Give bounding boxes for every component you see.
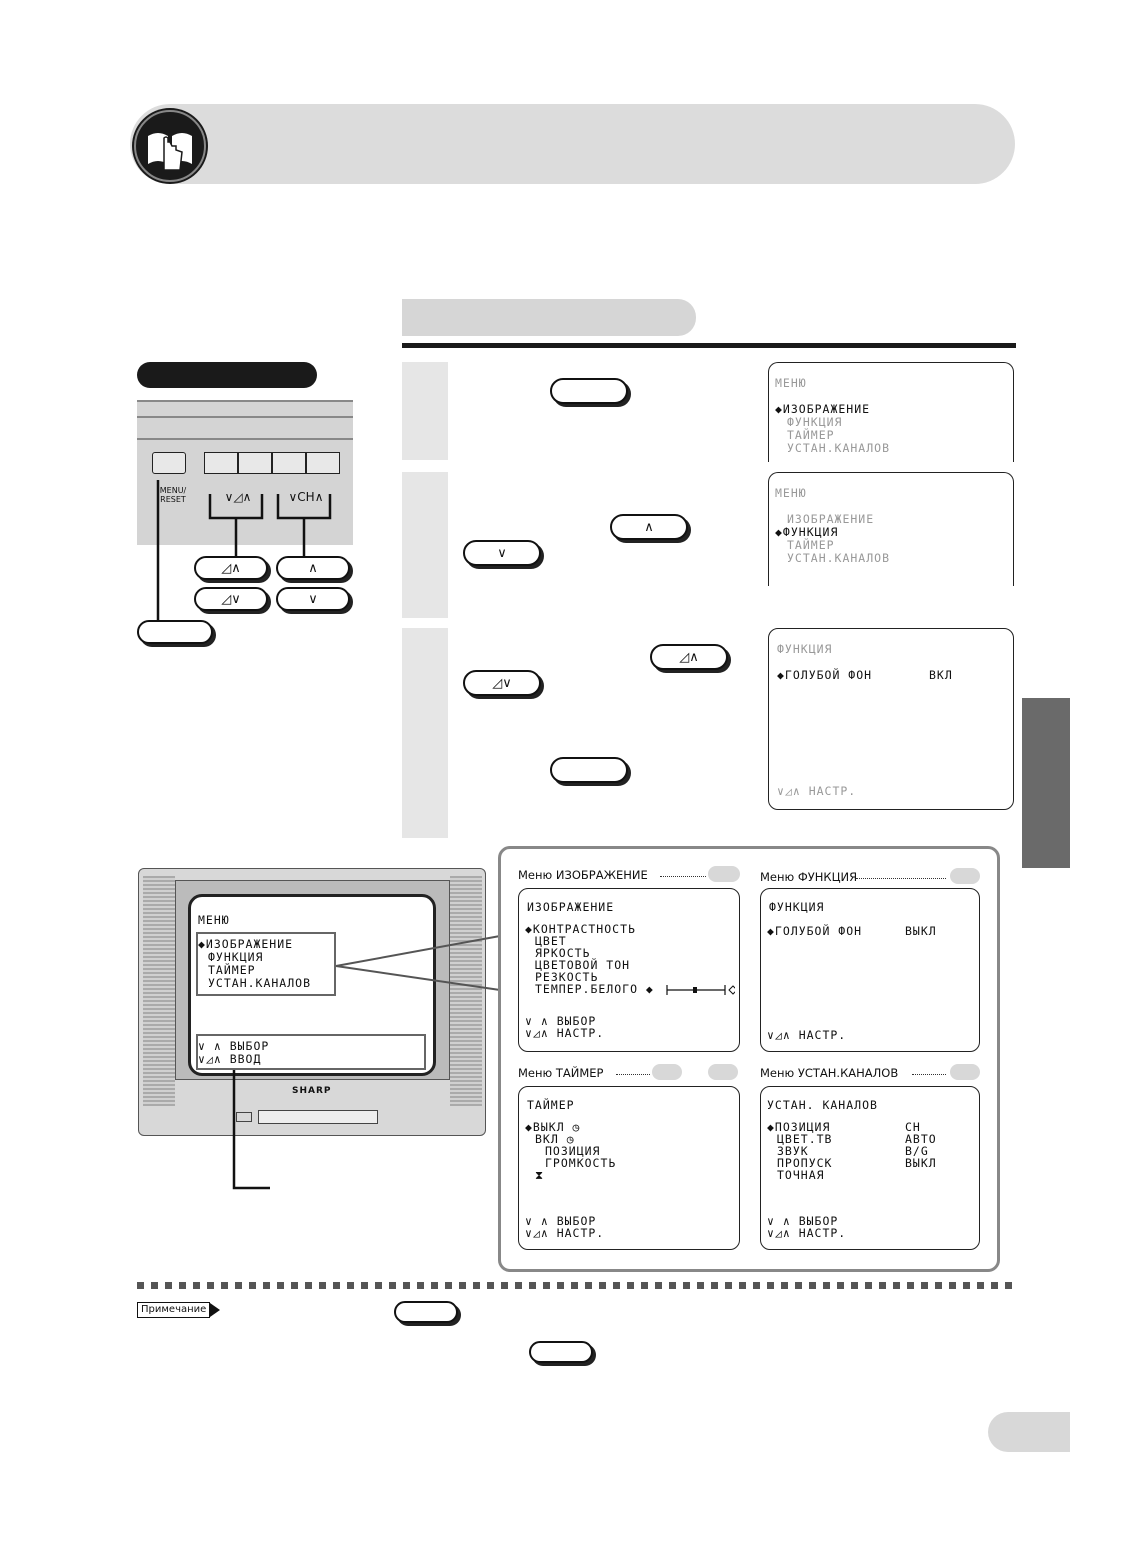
- menu-item: УСТАН.КАНАЛОВ: [787, 441, 891, 455]
- page-number: [1004, 1422, 1054, 1442]
- submenu-value: ВЫКЛ: [905, 1156, 937, 1170]
- menu-item: ИЗОБРАЖЕНИЕ: [787, 512, 875, 526]
- submenu-footer: ∨◿∧ НАСТР.: [767, 1028, 847, 1042]
- step-2-bar: [402, 472, 448, 618]
- submenu-value: АВТО: [905, 1132, 937, 1146]
- submenu-item: ПРОПУСК: [777, 1156, 833, 1170]
- submenu-title: ФУНКЦИЯ: [769, 900, 825, 914]
- submenu-footer: ∨ ∧ ВЫБОР: [525, 1014, 597, 1028]
- channels-submenu-screen: [760, 1086, 980, 1250]
- tv-brand-logo: SHARP: [292, 1086, 332, 1096]
- menu-item: ФУНКЦИЯ: [787, 415, 843, 429]
- timer-caption-dots: [616, 1074, 650, 1075]
- submenu-title: УСТАН. КАНАЛОВ: [767, 1098, 878, 1112]
- picture-caption: Меню ИЗОБРАЖЕНИЕ: [518, 868, 648, 882]
- timer-caption: Меню ТАЙМЕР: [518, 1066, 604, 1080]
- panel-ridge: [137, 438, 353, 440]
- submenu-item: ЦВЕТ: [535, 934, 567, 948]
- tv-menu-item: УСТАН.КАНАЛОВ: [208, 976, 312, 990]
- note-menu-button-icon-2: [529, 1341, 593, 1363]
- menu-pill-icon: [137, 620, 213, 644]
- screen-footer: ∨◿∧ НАСТР.: [777, 784, 857, 798]
- panel-label: [150, 366, 300, 384]
- volume-up-pill-icon: ◿∧: [194, 556, 268, 580]
- channel-label: ∨CH∧: [288, 490, 324, 504]
- menu-reset-label: MENU/ RESET: [159, 486, 187, 504]
- picture-caption-dots: [660, 876, 706, 877]
- menu-item: ТАЙМЕР: [787, 428, 835, 442]
- timer-page-tag: [652, 1064, 682, 1080]
- picture-page-tag: [708, 866, 740, 882]
- timer-page-tag-2: [708, 1064, 738, 1080]
- submenu-item: ЗВУК: [777, 1144, 809, 1158]
- submenu-item: ТОЧНАЯ: [777, 1168, 825, 1182]
- menu-item: ◆ФУНКЦИЯ: [775, 525, 839, 539]
- function-value: ВЫКЛ: [905, 924, 937, 938]
- submenu-item: ◆ВЫКЛ ◷: [525, 1120, 581, 1134]
- tv-speaker-left: [143, 876, 175, 1106]
- submenu-item: ПОЗИЦИЯ: [545, 1144, 601, 1158]
- channel-down-button[interactable]: [272, 452, 306, 474]
- submenu-footer: ∨ ∧ ВЫБОР: [767, 1214, 839, 1228]
- side-tab: [1022, 698, 1070, 868]
- function-caption-dots: [856, 878, 946, 879]
- channels-caption: Меню УСТАН.КАНАЛОВ: [760, 1066, 899, 1080]
- menu-item: УСТАН.КАНАЛОВ: [787, 551, 891, 565]
- step-1-bar: [402, 362, 448, 460]
- step1-menu-button-icon: [550, 378, 628, 404]
- screen-title: ФУНКЦИЯ: [777, 642, 833, 656]
- screen-title: МЕНЮ: [775, 486, 807, 500]
- tv-menu-title: МЕНЮ: [198, 913, 230, 927]
- white-temp-slider-icon: [665, 983, 735, 997]
- step-3-bar: [402, 628, 448, 838]
- function-caption: Меню ФУНКЦИЯ: [760, 870, 858, 884]
- volume-down-pill-icon: ◿∨: [194, 587, 268, 611]
- step2-screen: [768, 472, 1014, 586]
- channel-down-pill-icon: ∨: [276, 587, 350, 611]
- step2-channel-up-button-icon: ∧: [610, 514, 688, 540]
- submenu-item: ◆КОНТРАСТНОСТЬ: [525, 922, 636, 936]
- function-row: ◆ГОЛУБОЙ ФОН: [767, 924, 863, 938]
- submenu-footer: ∨ ∧ ВЫБОР: [525, 1214, 597, 1228]
- timer-submenu-screen: [518, 1086, 740, 1250]
- dotted-divider: [137, 1282, 1017, 1289]
- tv-menu-item: ТАЙМЕР: [208, 963, 256, 977]
- menu-item: ТАЙМЕР: [787, 538, 835, 552]
- channels-caption-dots: [912, 1074, 946, 1075]
- tv-footer-select: ∨ ∧ ВЫБОР: [198, 1039, 270, 1053]
- submenu-footer: ∨◿∧ НАСТР.: [525, 1226, 605, 1240]
- panel-ridge: [137, 416, 353, 418]
- tv-menu-item: ◆ИЗОБРАЖЕНИЕ: [198, 937, 294, 951]
- submenu-value: CH: [905, 1120, 921, 1134]
- step3-volume-down-button-icon: ◿∨: [463, 670, 541, 696]
- volume-down-button[interactable]: [204, 452, 238, 474]
- function-row: ◆ГОЛУБОЙ ФОН: [777, 668, 873, 682]
- step1-screen: [768, 362, 1014, 462]
- channel-up-pill-icon: ∧: [276, 556, 350, 580]
- submenu-footer: ∨◿∧ НАСТР.: [525, 1026, 605, 1040]
- note-label: Примечание: [137, 1302, 210, 1318]
- section-rule: [402, 343, 1016, 348]
- volume-label: ∨◿∧: [224, 490, 252, 504]
- channels-page-tag: [950, 1064, 980, 1080]
- hourglass-icon: ⧗: [535, 1168, 545, 1182]
- submenu-item: ВКЛ ◷: [535, 1132, 575, 1146]
- submenu-item: ГРОМКОСТЬ: [545, 1156, 617, 1170]
- step3-screen: [768, 628, 1014, 810]
- function-value: ВКЛ: [929, 668, 953, 682]
- submenu-title: ТАЙМЕР: [527, 1098, 575, 1112]
- volume-up-button[interactable]: [238, 452, 272, 474]
- submenu-item: ЦВЕТ.ТВ: [777, 1132, 833, 1146]
- step2-channel-down-button-icon: ∨: [463, 540, 541, 566]
- submenu-title: ИЗОБРАЖЕНИЕ: [527, 900, 615, 914]
- book-hand-icon: [132, 108, 208, 184]
- step3-volume-up-button-icon: ◿∧: [650, 644, 728, 670]
- submenu-footer: ∨◿∧ НАСТР.: [767, 1226, 847, 1240]
- tv-callout-lines: [230, 840, 510, 1200]
- submenu-item: ТЕМПЕР.БЕЛОГО ◆: [535, 982, 654, 996]
- menu-item: ◆ИЗОБРАЖЕНИЕ: [775, 402, 871, 416]
- step3-menu-button-icon: [550, 757, 628, 783]
- screen-title: МЕНЮ: [775, 376, 807, 390]
- submenu-value: B/G: [905, 1144, 929, 1158]
- submenu-item: РЕЗКОСТЬ: [535, 970, 599, 984]
- function-submenu-screen: [760, 888, 980, 1052]
- function-page-tag: [950, 868, 980, 884]
- note-arrow-icon: [210, 1303, 220, 1317]
- tv-menu-item: ФУНКЦИЯ: [208, 950, 264, 964]
- channel-up-button[interactable]: [306, 452, 340, 474]
- section-label: [412, 307, 682, 329]
- submenu-item: ЯРКОСТЬ: [535, 946, 591, 960]
- picture-submenu-screen: [518, 888, 740, 1052]
- submenu-item: ЦВЕТОВОЙ ТОН: [535, 958, 631, 972]
- note-badge: [137, 1302, 221, 1318]
- tv-footer-enter: ∨◿∧ ВВОД: [198, 1052, 262, 1066]
- submenu-item: ◆ПОЗИЦИЯ: [767, 1120, 831, 1134]
- header-title: [230, 130, 930, 160]
- note-menu-button-icon: [394, 1301, 458, 1323]
- menu-reset-button[interactable]: [152, 452, 186, 474]
